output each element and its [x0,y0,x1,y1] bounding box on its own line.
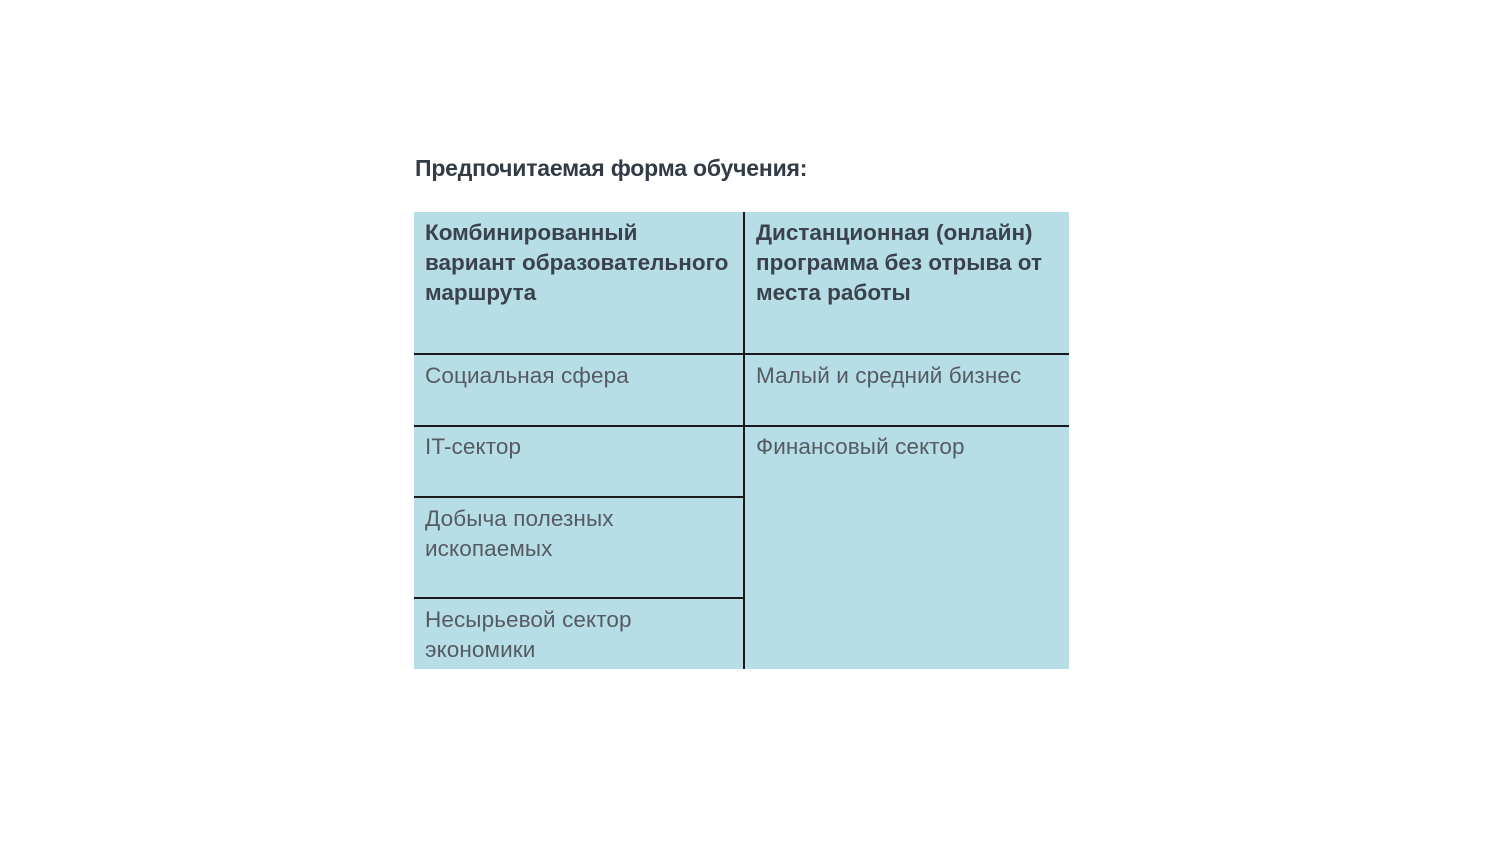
row-divider-3 [414,597,745,599]
study-form-table [414,212,1069,669]
table-cell-mining: Добыча полезных ископаемых [425,506,614,561]
table-cell-it-sector: IT-сектор [425,434,522,459]
table-cell-small-medium-business: Малый и средний бизнес [756,363,1022,388]
column-header-distance: Дистанционная (онлайн) программа без отрыва от места работы [756,220,1042,305]
row-divider-2 [414,496,745,498]
row-divider-1 [414,425,1069,427]
column-header-combined: Комбинированный вариант образовательного маршрута [425,220,729,305]
page-heading: Предпочитаемая форма обучения: [415,155,808,181]
row-divider-header [414,353,1069,355]
table-cell-non-resource-sector: Несырьевой сектор экономики [425,607,632,662]
table-cell-financial-sector: Финансовый сектор [756,434,965,459]
column-divider [743,212,745,669]
table-cell-social-sphere: Социальная сфера [425,363,629,388]
